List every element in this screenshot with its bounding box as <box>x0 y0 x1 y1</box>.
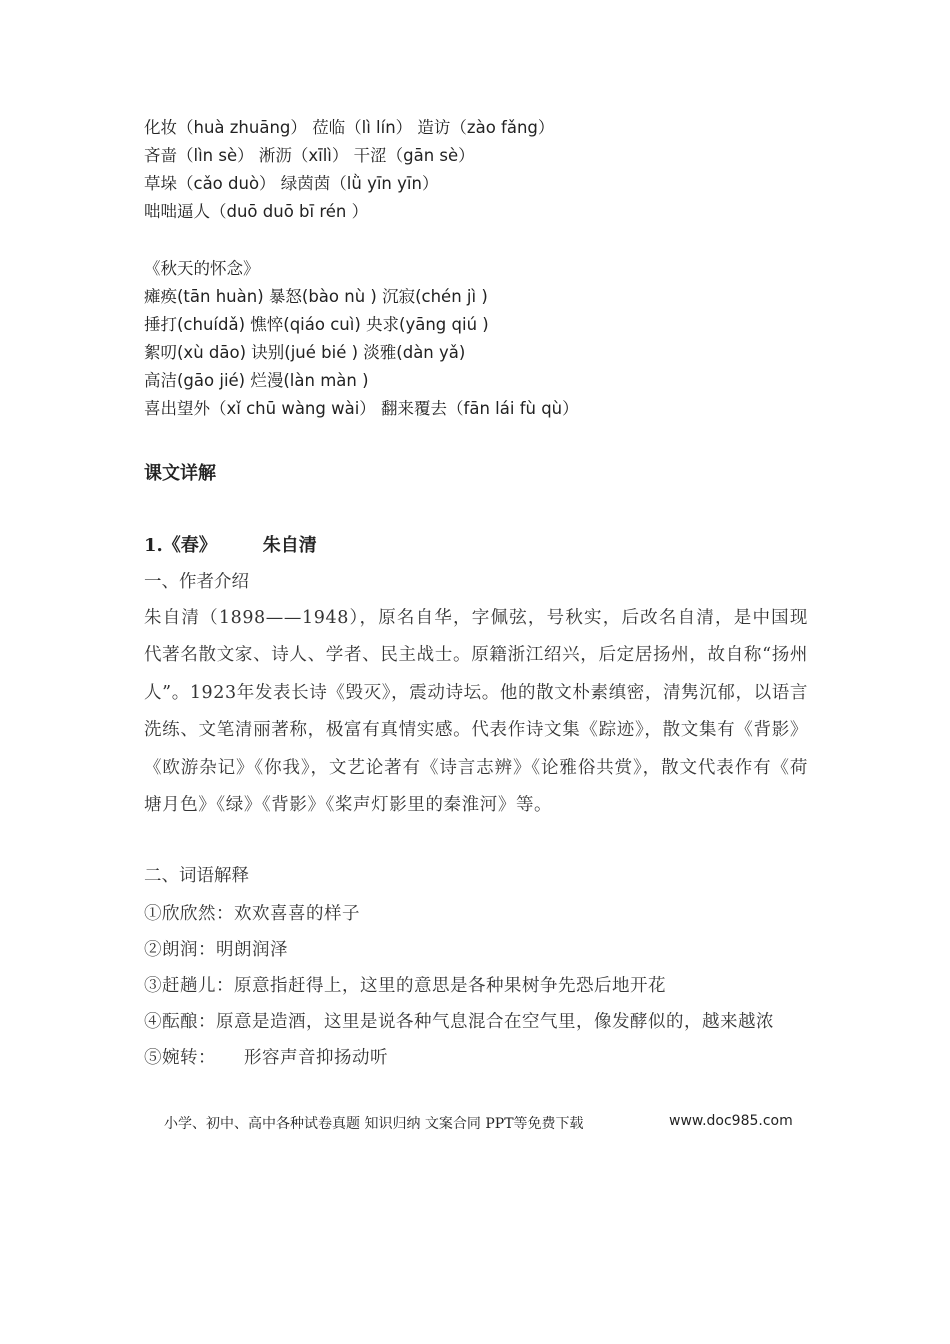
vocab-line: 捶打(chuídǎ) 憔悴(qiáo cuì) 央求(yāng qiú ) <box>144 315 489 334</box>
footer-link[interactable]: www.doc985.com <box>669 1113 793 1129</box>
terms-heading: 二、词语解释 <box>144 866 249 886</box>
term-meaning: 形容声音抑扬动听 <box>244 1048 388 1068</box>
term-item <box>144 968 808 1004</box>
lesson-title-text: 1.《春》 <box>144 535 217 556</box>
lesson-title <box>144 532 317 560</box>
vocab-group-title: 《秋天的怀念》 <box>144 259 260 278</box>
term-word: ③赶趟儿： <box>144 976 234 996</box>
vocab-line: 化妆（huà zhuāng） 莅临（lì lín） 造访（zào fǎng） <box>144 118 555 137</box>
author-intro-heading: 一、作者介绍 <box>144 572 249 592</box>
term-meaning: 明朗润泽 <box>216 940 288 960</box>
vocab-list-2 <box>144 255 809 423</box>
term-word: ①欣欣然： <box>144 904 234 924</box>
term-item <box>144 1040 808 1076</box>
terms-list <box>144 896 808 1076</box>
page-footer <box>0 1113 950 1139</box>
term-word: ⑤婉转： <box>144 1048 216 1068</box>
term-word: ②朗润： <box>144 940 216 960</box>
term-meaning: 原意是造酒，这里是说各种气息混合在空气里，像发酵似的，越来越浓 <box>216 1012 774 1032</box>
section-heading: 课文详解 <box>144 463 216 484</box>
vocab-line: 喜出望外（xǐ chū wàng wài） 翻来覆去（fān lái fù qù） <box>144 399 579 418</box>
vocab-line: 草垛（cǎo duò） 绿茵茵（lǜ yīn yīn） <box>144 174 439 193</box>
vocab-line: 瘫痪(tān huàn) 暴怒(bào nù ) 沉寂(chén jì ) <box>144 287 488 306</box>
vocab-line: 吝啬（lìn sè） 淅沥（xīlì） 干涩（gān sè） <box>144 146 475 165</box>
vocab-line: 咄咄逼人（duō duō bī rén ） <box>144 202 369 221</box>
term-item <box>144 1004 808 1040</box>
lesson-author: 朱自清 <box>262 535 317 556</box>
vocab-line: 絮叨(xù dāo) 诀别(jué bié ) 淡雅(dàn yǎ) <box>144 343 466 362</box>
author-intro-paragraph: 朱自清（1898——1948），原名自华，字佩弦，号秋实，后改名自清，是中国现代著名散文家、诗人、学者、民主战士。原籍浙江绍兴，后定居扬州，故自称“扬州人”。1923年发表长诗《毁灭》，震动诗坛。他的散文朴素缜密，清隽沉郁，以语言洗练、文笔清丽著称，极富有真情实感。代表作诗文集《踪迹》，散文集有《背影》《欧游杂记》《你我》，文艺论著有《诗言志辨》《论雅俗共赏》，散文代表作有《荷塘月色》《绿》《背影》《桨声灯影里的秦淮河》等。 <box>144 608 808 816</box>
footer-text: 小学、初中、高中各种试卷真题 知识归纳 文案合同 PPT等免费下载 <box>164 1116 584 1132</box>
term-word: ④酝酿： <box>144 1012 216 1032</box>
term-meaning: 原意指赶得上，这里的意思是各种果树争先恐后地开花 <box>234 976 666 996</box>
term-item <box>144 932 808 968</box>
term-meaning: 欢欢喜喜的样子 <box>234 904 360 924</box>
vocab-line: 高洁(gāo jié) 烂漫(làn màn ) <box>144 371 369 390</box>
vocab-list-1 <box>144 114 809 226</box>
term-item <box>144 896 808 932</box>
